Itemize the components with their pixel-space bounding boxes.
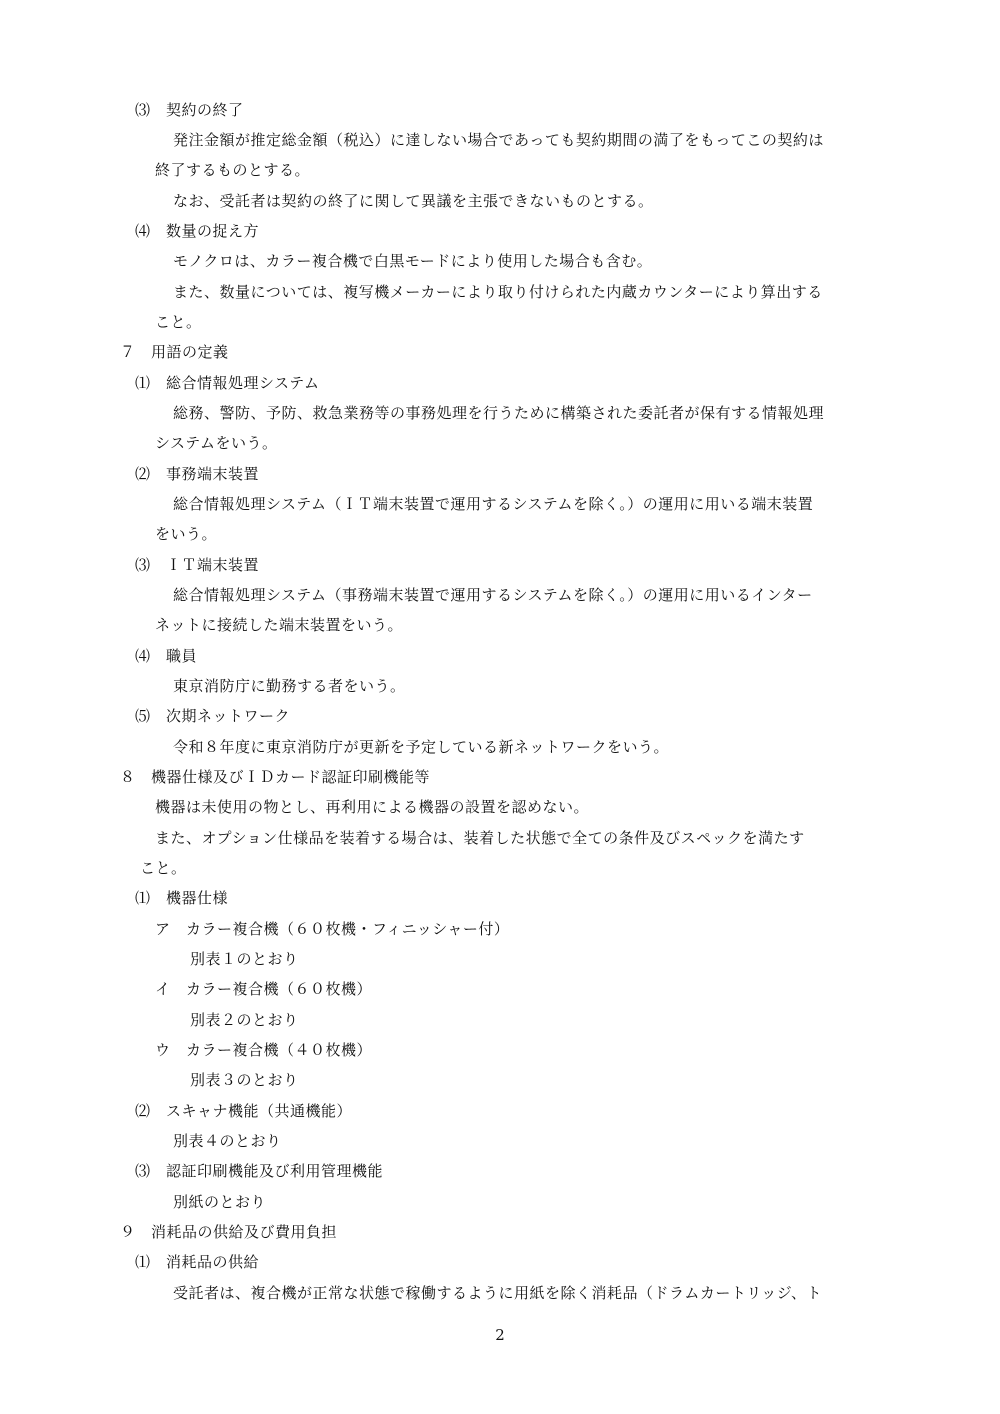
body-text: 総合情報処理システム（事務端末装置で運用するシステムを除く。）の運用に用いるインター	[173, 586, 813, 604]
item-heading: ⑶ ＩＴ端末装置	[135, 556, 260, 574]
body-text: ネットに接続した端末装置をいう。	[155, 616, 404, 634]
item-heading: ⑵ 事務端末装置	[135, 465, 260, 483]
body-text: こと。	[155, 313, 202, 331]
body-text: また、オプション仕様品を装着する場合は、装着した状態で全ての条件及びスペックを満たす	[155, 829, 805, 847]
item-heading: ⑶ 認証印刷機能及び利用管理機能	[135, 1162, 384, 1180]
item-heading: ⑵ スキャナ機能（共通機能）	[135, 1102, 353, 1120]
sub-item-heading: ウ カラー複合機（４０枚機）	[155, 1041, 373, 1059]
item-heading: ⑴ 総合情報処理システム	[135, 374, 320, 392]
body-text: なお、受託者は契約の終了に関して異議を主張できないものとする。	[173, 192, 654, 210]
body-text: 別紙のとおり	[173, 1193, 267, 1211]
body-text: 発注金額が推定総金額（税込）に達しない場合であっても契約期間の満了をもってこの契約は	[173, 131, 824, 149]
body-text: こと。	[140, 859, 187, 877]
body-text: 受託者は、複合機が正常な状態で稼働するように用紙を除く消耗品（ドラムカートリッジ、ト	[173, 1284, 823, 1302]
item-heading: ⑷ 数量の捉え方	[135, 222, 260, 240]
body-text: システムをいう。	[155, 434, 278, 452]
body-text: 別表２のとおり	[190, 1011, 299, 1029]
item-heading: ⑷ 職員	[135, 647, 198, 665]
body-text: 終了するものとする。	[155, 161, 311, 179]
sub-item-heading: ア カラー複合機（６０枚機・フィニッシャー付）	[155, 920, 510, 938]
body-text: 東京消防庁に勤務する者をいう。	[173, 677, 406, 695]
body-text: 機器は未使用の物とし、再利用による機器の設置を認めない。	[155, 798, 590, 816]
body-text: をいう。	[155, 525, 218, 543]
section-heading: ９ 消耗品の供給及び費用負担	[120, 1223, 338, 1241]
body-text: 別表４のとおり	[173, 1132, 282, 1150]
body-text: 別表３のとおり	[190, 1071, 299, 1089]
item-heading: ⑴ 機器仕様	[135, 889, 229, 907]
item-heading: ⑸ 次期ネットワーク	[135, 707, 291, 725]
page-number: 2	[495, 1326, 505, 1344]
item-heading: ⑴ 消耗品の供給	[135, 1253, 260, 1271]
body-text: モノクロは、カラー複合機で白黒モードにより使用した場合も含む。	[173, 252, 653, 270]
item-heading: ⑶ 契約の終了	[135, 101, 244, 119]
body-text: 令和８年度に東京消防庁が更新を予定している新ネットワークをいう。	[173, 738, 670, 756]
section-heading: ７ 用語の定義	[120, 343, 229, 361]
body-text: 別表１のとおり	[190, 950, 299, 968]
body-text: また、数量については、複写機メーカーにより取り付けられた内蔵カウンターにより算出する	[173, 283, 823, 301]
section-heading: ８ 機器仕様及びＩＤカード認証印刷機能等	[120, 768, 431, 786]
body-text: 総合情報処理システム（ＩＴ端末装置で運用するシステムを除く。）の運用に用いる端末装置	[173, 495, 814, 513]
body-text: 総務、警防、予防、救急業務等の事務処理を行うために構築された委託者が保有する情報処理	[173, 404, 825, 422]
sub-item-heading: イ カラー複合機（６０枚機）	[155, 980, 373, 998]
